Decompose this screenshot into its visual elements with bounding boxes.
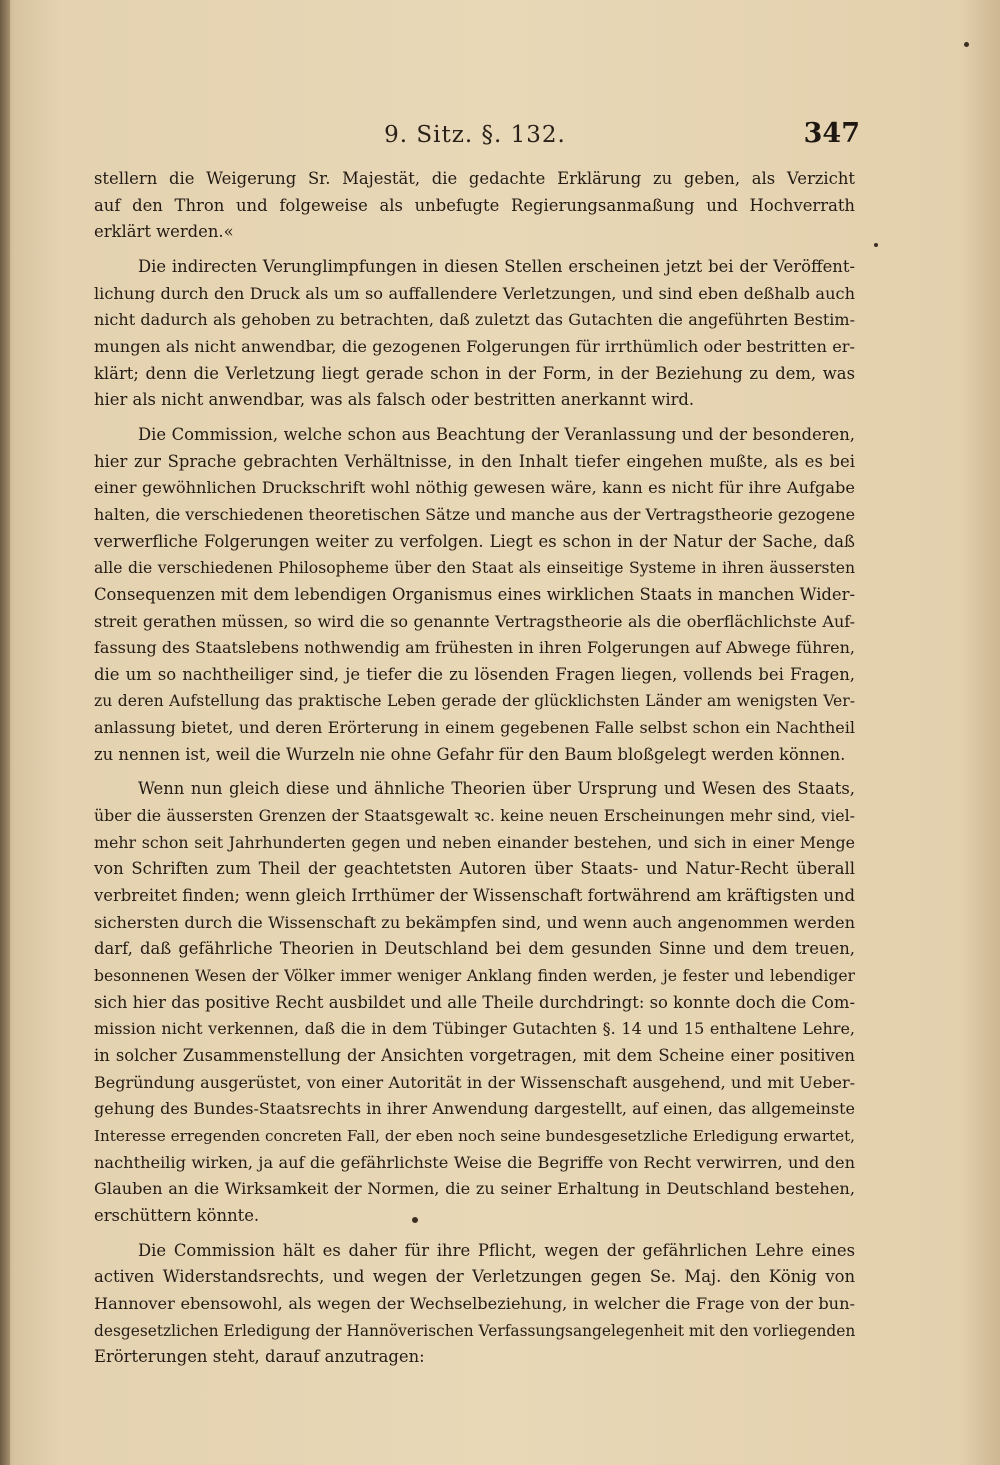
text-line: hier zur Sprache gebrachten Verhältnisse, in den Inhalt tiefer eingehen mußte, als es bei bbox=[94, 451, 855, 471]
text-line: Consequenzen mit dem lebendigen Organismus eines wirklichen Staats in manchen Wider- bbox=[94, 584, 855, 604]
text-line: lichung durch den Druck als um so auffallendere Verletzungen, und sind eben deßhalb auch bbox=[94, 283, 855, 303]
text-line: zu nennen ist, weil die Wurzeln nie ohne Gefahr für den Baum bloßgelegt werden können. bbox=[94, 744, 846, 764]
text-line: zu deren Aufstellung das praktische Leben gerade der glücklichsten Länder am wenigsten Ver- bbox=[94, 692, 855, 711]
text-line: fassung des Staatslebens nothwendig am frühesten in ihren Folgerungen auf Abwege führen, bbox=[94, 638, 855, 658]
text-line: mungen als nicht anwendbar, die gezogenen Folgerungen für irrthümlich oder bestritten er- bbox=[94, 336, 855, 356]
text-line: erklärt werden.« bbox=[94, 222, 234, 242]
paragraph bbox=[94, 166, 855, 246]
paragraph bbox=[94, 422, 855, 769]
page-number: 347 bbox=[803, 118, 860, 149]
text-line: stellern die Weigerung Sr. Majestät, die gedachte Erklärung zu geben, als Verzicht bbox=[94, 169, 855, 188]
text-line: activen Widerstandsrechts, und wegen der Verletzungen gegen Se. Maj. den König von bbox=[94, 1267, 855, 1287]
text-line: Wenn nun gleich diese und ähnliche Theorien über Ursprung und Wesen des Staats, bbox=[138, 779, 855, 799]
text-line: von Schriften zum Theil der geachtetsten Autoren über Staats- und Natur-Recht überall bbox=[94, 859, 855, 879]
text-line: über die äussersten Grenzen der Staatsgewalt ꝛc. keine neuen Erscheinungen mehr sind, viel- bbox=[94, 806, 855, 826]
ink-speck bbox=[964, 42, 969, 47]
running-head: 9. Sitz. §. 132. bbox=[384, 122, 566, 148]
text-line: streit gerathen müssen, so wird die so genannte Vertragstheorie als die oberflächlichste Auf- bbox=[94, 611, 855, 631]
book-spine-shadow bbox=[0, 0, 10, 1465]
text-line: sich hier das positive Recht ausbildet und alle Theile durchdringt: so konnte doch die Com- bbox=[94, 992, 855, 1012]
ink-speck bbox=[874, 243, 878, 247]
text-line: sichersten durch die Wissenschaft zu bekämpfen sind, und wenn auch angenommen werden bbox=[94, 912, 855, 932]
text-line: desgesetzlichen Erledigung der Hannöverischen Verfassungsangelegenheit mit den vorliegenden bbox=[94, 1321, 856, 1340]
text-line: Begründung ausgerüstet, von einer Autorität in der Wissenschaft ausgehend, und mit Ueber- bbox=[94, 1072, 855, 1092]
text-line: auf den Thron und folgeweise als unbefugte Regierungsanmaßung und Hochverrath bbox=[94, 195, 855, 215]
text-line: nicht dadurch als gehoben zu betrachten, daß zuletzt das Gutachten die angeführten Bestim- bbox=[94, 310, 855, 330]
text-line: mehr schon seit Jahrhunderten gegen und neben einander bestehen, und sich in einer Menge bbox=[94, 832, 855, 852]
text-line: Die Commission hält es daher für ihre Pflicht, wegen der gefährlichen Lehre eines bbox=[138, 1240, 855, 1260]
text-line: darf, daß gefährliche Theorien in Deutschland bei dem gesunden Sinne und dem treuen, bbox=[94, 939, 855, 959]
text-line: Glauben an die Wirksamkeit der Normen, die zu seiner Erhaltung in Deutschland bestehen, bbox=[94, 1179, 855, 1199]
paragraph bbox=[94, 254, 855, 414]
text-line: die um so nachtheiliger sind, je tiefer die zu lösenden Fragen liegen, vollends bei Fragen, bbox=[94, 664, 855, 684]
text-line: Hannover ebensowohl, als wegen der Wechselbeziehung, in welcher die Frage von der bun- bbox=[94, 1293, 855, 1313]
text-line: in solcher Zusammenstellung der Ansichten vorgetragen, mit dem Scheine einer positiven bbox=[94, 1046, 855, 1065]
text-line: Interesse erregenden concreten Fall, der eben noch seine bundesgesetzliche Erledigung erwartet, bbox=[94, 1126, 855, 1145]
page-header bbox=[90, 118, 860, 154]
text-line: verbreitet finden; wenn gleich Irrthümer der Wissenschaft fortwährend am kräftigsten und bbox=[94, 886, 855, 906]
text-line: klärt; denn die Verletzung liegt gerade schon in der Form, in der Beziehung zu dem, was bbox=[94, 363, 855, 383]
paragraph bbox=[94, 1238, 855, 1371]
body-text bbox=[94, 166, 855, 1379]
text-line: Die indirecten Verunglimpfungen in diesen Stellen erscheinen jetzt bei der Veröffent- bbox=[138, 256, 855, 276]
text-line: Erörterungen steht, darauf anzutragen: bbox=[94, 1347, 425, 1367]
paragraph bbox=[94, 776, 855, 1229]
text-line: besonnenen Wesen der Völker immer weniger Anklang finden werden, je fester und lebendiger bbox=[94, 967, 855, 986]
ink-speck bbox=[412, 1217, 418, 1223]
text-line: erschüttern könnte. bbox=[94, 1205, 260, 1225]
text-line: nachtheilig wirken, ja auf die gefährlichste Weise die Begriffe von Recht verwirren, und den bbox=[94, 1152, 855, 1172]
text-line: verwerfliche Folgerungen weiter zu verfolgen. Liegt es schon in der Natur der Sache, daß bbox=[94, 531, 855, 551]
text-line: hier als nicht anwendbar, was als falsch oder bestritten anerkannt wird. bbox=[94, 390, 695, 410]
text-line: halten, die verschiedenen theoretischen Sätze und manche aus der Vertragstheorie gezogene bbox=[94, 504, 856, 524]
text-line: mission nicht verkennen, daß die in dem Tübinger Gutachten §. 14 und 15 enthaltene Lehre, bbox=[94, 1019, 855, 1039]
text-line: einer gewöhnlichen Druckschrift wohl nöthig gewesen wäre, kann es nicht für ihre Aufgabe bbox=[94, 478, 855, 498]
text-line: anlassung bietet, und deren Erörterung in einem gegebenen Falle selbst schon ein Nachtheil bbox=[94, 718, 855, 738]
text-line: gehung des Bundes-Staatsrechts in ihrer Anwendung dargestellt, auf einen, das allgemeinste bbox=[94, 1099, 855, 1119]
text-line: alle die verschiedenen Philosopheme über den Staat als einseitige Systeme in ihren äussersten bbox=[94, 559, 855, 578]
text-line: Die Commission, welche schon aus Beachtung der Veranlassung und der besonderen, bbox=[138, 424, 855, 444]
